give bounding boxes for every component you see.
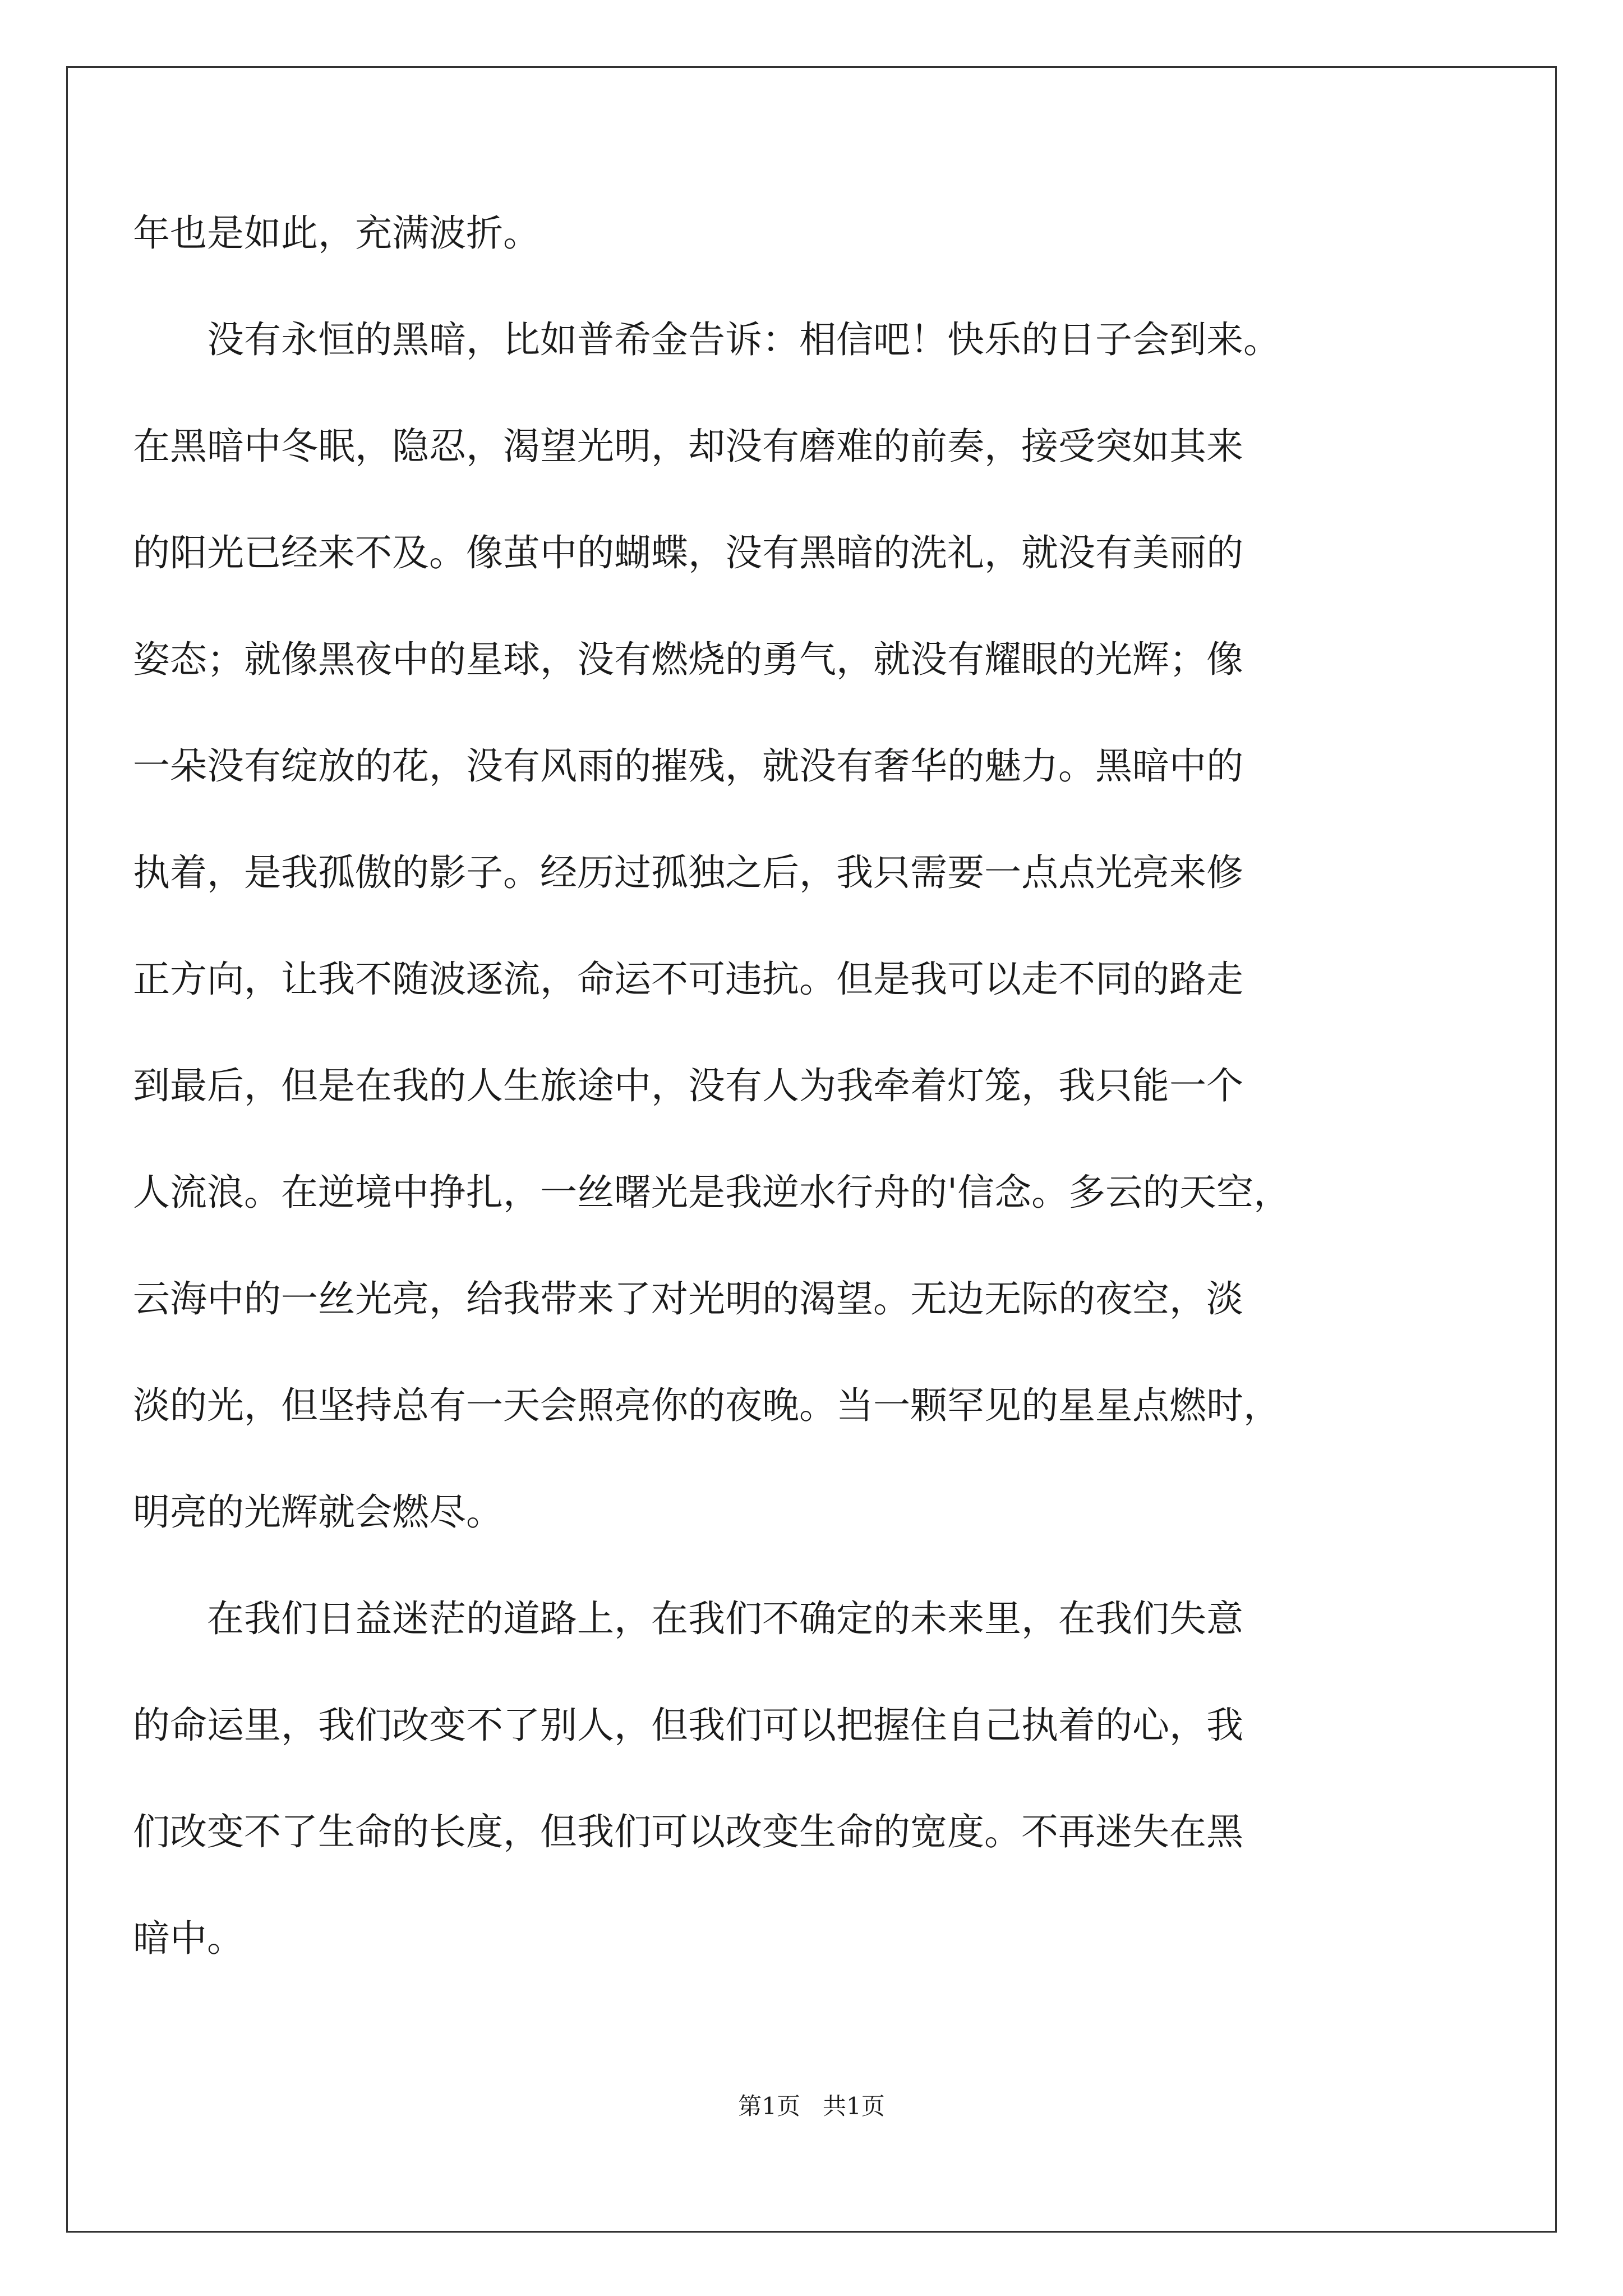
page-number: 第1页	[738, 2092, 800, 2120]
text-line: 在黑暗中冬眠，隐忍，渴望光明，却没有磨难的前奏，接受突如其来	[133, 425, 1243, 468]
text-line: 一朵没有绽放的花，没有风雨的摧残，就没有奢华的魅力。黑暗中的	[133, 744, 1243, 788]
text-line: 的命运里，我们改变不了别人，但我们可以把握住自己执着的心，我	[133, 1704, 1243, 1747]
text-line: 执着，是我孤傲的影子。经历过孤独之后，我只需要一点点光亮来修	[133, 851, 1243, 894]
text-line: 的阳光已经来不及。像茧中的蝴蝶，没有黑暗的洗礼，就没有美丽的	[133, 531, 1243, 574]
text-line: 在我们日益迷茫的道路上，在我们不确定的未来里，在我们失意	[133, 1597, 1243, 1640]
text-line: 正方向，让我不随波逐流，命运不可违抗。但是我可以走不同的路走	[133, 958, 1243, 1001]
text-line: 淡的光，但坚持总有一天会照亮你的夜晚。当一颗罕见的星星点燃时，	[133, 1384, 1280, 1427]
page-frame	[66, 66, 1557, 2233]
text-line: 们改变不了生命的长度，但我们可以改变生命的宽度。不再迷失在黑	[133, 1810, 1243, 1853]
text-line: 云海中的一丝光亮，给我带来了对光明的渴望。无边无际的夜空，淡	[133, 1277, 1243, 1320]
text-line: 人流浪。在逆境中挣扎，一丝曙光是我逆水行舟的'信念。多云的天空，	[133, 1171, 1291, 1214]
text-line: 姿态；就像黑夜中的星球，没有燃烧的勇气，就没有耀眼的光辉；像	[133, 638, 1243, 681]
text-line: 到最后，但是在我的人生旅途中，没有人为我牵着灯笼，我只能一个	[133, 1064, 1243, 1107]
text-line: 暗中。	[133, 1917, 244, 1960]
text-line: 年也是如此，充满波折。	[133, 211, 540, 255]
text-line: 明亮的光辉就会燃尽。	[133, 1490, 503, 1534]
page-footer	[0, 2091, 1623, 2122]
text-line: 没有永恒的黑暗，比如普希金告诉：相信吧！快乐的日子会到来。	[133, 318, 1280, 361]
page-total: 共1页	[823, 2092, 885, 2120]
